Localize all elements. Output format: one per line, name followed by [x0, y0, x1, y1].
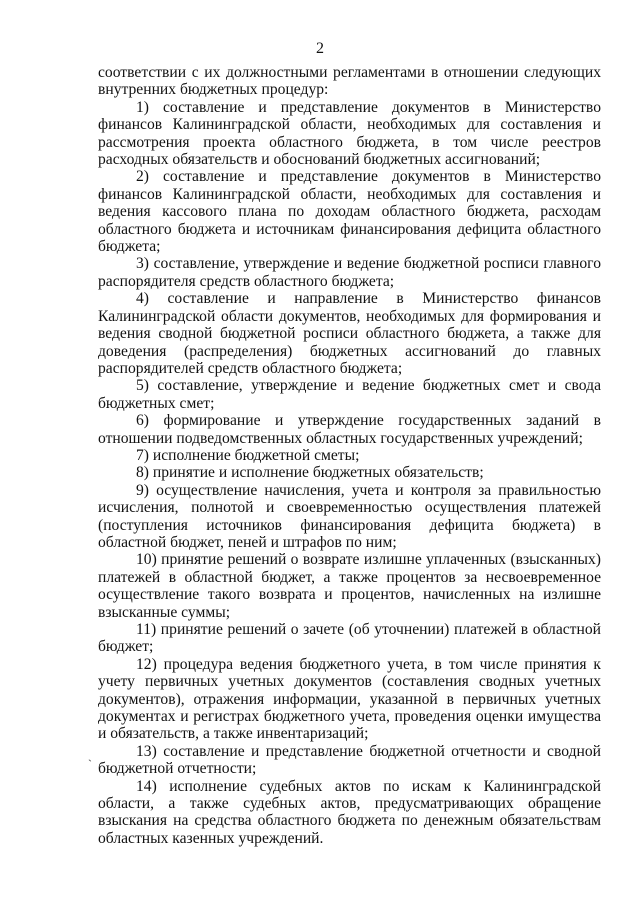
list-item-3: 3) составление, утверждение и ведение бюджетной росписи главного распорядителя средств областного бюджета; [98, 255, 601, 290]
list-item-14: 14) исполнение судебных актов по искам к Калининградской области, а также судебных актов, предусматривающих обращение взыскания на средства областного бюджета по денежным обязательствам областных казенных учреждений. [98, 777, 601, 847]
document-body [98, 64, 601, 847]
list-item-11: 11) принятие решений о зачете (об уточнении) платежей в областной бюджет; [98, 621, 601, 656]
list-item-4: 4) составление и направление в Министерство финансов Калининградской области документов, необходимых для формирования и ведения сводной бюджетной росписи областного бюджета, а также для доведения (распределения) бюджетных ассигнований до главных распорядителей средств областного бюджета; [98, 290, 601, 377]
list-item-6: 6) формирование и утверждение государственных заданий в отношении подведомственных областных государственных учреждений; [98, 412, 601, 447]
list-item-12: 12) процедура ведения бюджетного учета, в том числе принятия к учету первичных учетных документов (составления сводных учетных документов), отражения информации, указанной в первичных учетных документах и регистрах бюджетного учета, проведения оценки имущества и обязательств, а также инвентаризаций; [98, 655, 601, 743]
list-item-5: 5) составление, утверждение и ведение бюджетных смет и свода бюджетных смет; [98, 377, 601, 412]
list-item-7: 7) исполнение бюджетной сметы; [136, 446, 360, 464]
margin-mark: ` [88, 757, 92, 771]
list-item-9: 9) осуществление начисления, учета и контроля за правильностью исчисления, полнотой и своевременностью осуществления платежей (поступления источников финансирования дефицита бюджета) в областной бюджет, пеней и штрафов по ним; [98, 481, 601, 551]
list-item-2: 2) составление и представление документов в Министерство финансов Калининградской области, необходимых для составления и ведения кассового плана по доходам областного бюджета, расходам областного бюджета и источникам финансирования дефицита областного бюджета; [98, 168, 601, 256]
list-item-13: 13) составление и представление бюджетной отчетности и сводной бюджетной отчетности; [98, 742, 601, 778]
intro-paragraph: соответствии с их должностными регламентами в отношении следующих внутренних бюджетных процедур: [98, 64, 601, 99]
list-item-10: 10) принятие решений о возврате излишне уплаченных (взысканных) платежей в областной бюджет, а также процентов за несвоевременное осуществление такого возврата и процентов, начисленных на излишне взысканные суммы; [98, 551, 601, 621]
list-item-1: 1) составление и представление документов в Министерство финансов Калининградской области, необходимых для составления и рассмотрения проекта областного бюджета, в том числе реестров расходных обязательств и обоснований бюджетных ассигнований; [98, 98, 601, 169]
page-number: 2 [316, 40, 324, 57]
list-item-8: 8) принятие и исполнение бюджетных обязательств; [136, 464, 484, 482]
